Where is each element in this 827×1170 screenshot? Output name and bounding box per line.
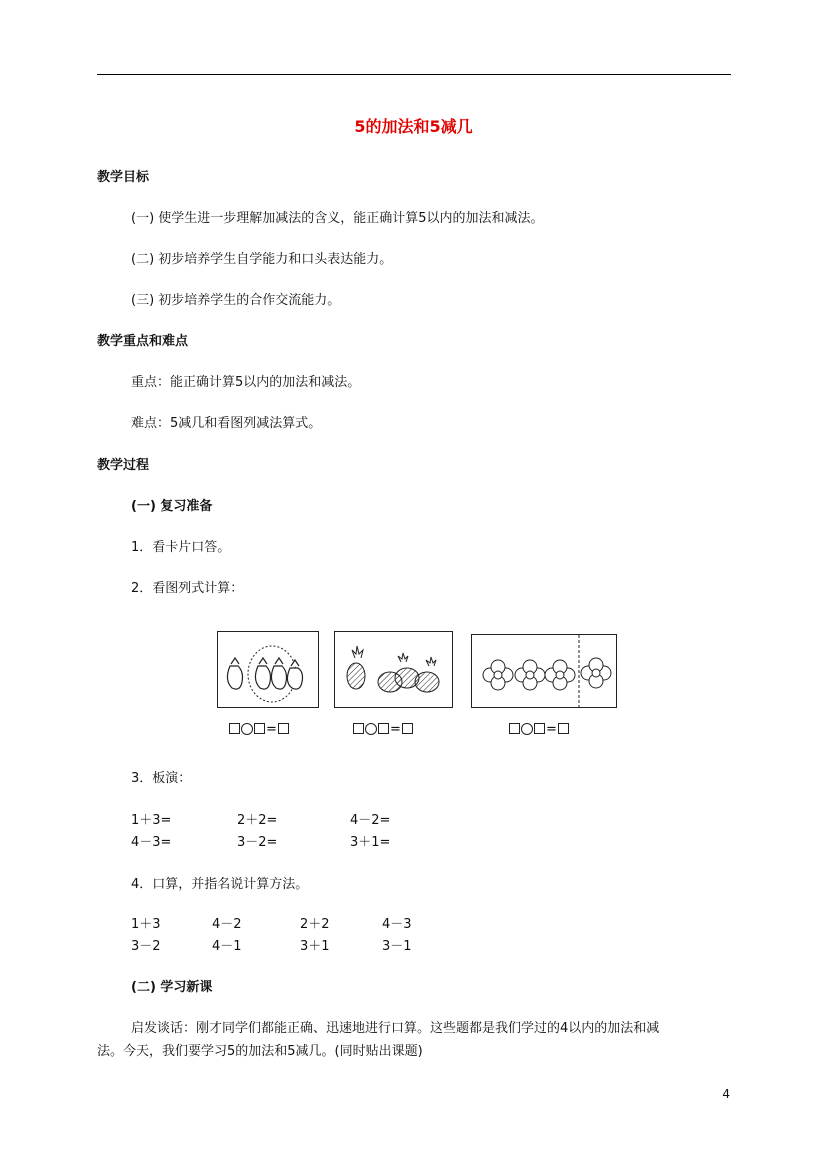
board-r2c2: 3－2= [237,835,278,850]
goal-item-2: (二) 初步培养学生自学能力和口头表达能力。 [131,252,393,267]
board-r2c1: 4－3= [131,835,172,850]
blank-box [509,723,520,734]
heading-teaching-goals: 教学目标 [97,170,150,185]
oral-r2c3: 3＋1 [300,939,330,954]
step-3: 3．板演： [131,771,192,786]
board-r1c3: 4－2= [350,813,391,828]
board-r1c2: 2＋2= [237,813,278,828]
paragraph-line-2: 法。今天，我们要学习5的加法和5减几。(同时贴出课题) [97,1044,423,1059]
difficult-point: 难点：5减几和看图列减法算式。 [131,416,322,431]
oral-r1c4: 4－3 [382,917,412,932]
oral-r1c2: 4－2 [212,917,242,932]
oral-r2c1: 3－2 [131,939,161,954]
equation-blank-3 [509,722,569,737]
goal-item-3: (三) 初步培养学生的合作交流能力。 [131,293,341,308]
equation-blank-1 [229,722,289,737]
blank-box [254,723,265,734]
pineapple-illustration [335,632,452,707]
step-1: 1．看卡片口答。 [131,540,231,555]
step-4: 4．口算，并指名说计算方法。 [131,877,309,892]
blank-circle [365,723,377,735]
blank-box [378,723,389,734]
key-point: 重点：能正确计算5以内的加法和减法。 [131,375,361,390]
blank-box [278,723,289,734]
blank-circle [521,723,533,735]
blank-box [558,723,569,734]
page-title: 5的加法和5减几 [354,117,473,136]
board-r1c1: 1＋3= [131,813,172,828]
blank-circle [241,723,253,735]
blank-box [534,723,545,734]
page-number: 4 [722,1087,730,1101]
equals-sign: = [266,722,277,737]
goal-item-1: (一) 使学生进一步理解加减法的含义，能正确计算5以内的加法和减法。 [131,211,544,226]
picture-eggplants [217,631,319,708]
paragraph-line-1: 启发谈话：刚才同学们都能正确、迅速地进行口算。这些题都是我们学过的4以内的加法和减 [131,1021,660,1036]
oral-r1c3: 2＋2 [300,917,330,932]
step-2: 2．看图列式计算： [131,581,244,596]
oral-r2c4: 3－1 [382,939,412,954]
heading-teaching-process: 教学过程 [97,458,150,473]
header-rule [97,74,731,75]
equals-sign: = [390,722,401,737]
blank-box [353,723,364,734]
picture-flowers [471,634,617,708]
subheading-new-lesson: (二) 学习新课 [131,980,213,995]
eggplant-illustration [218,632,318,707]
oral-r1c1: 1＋3 [131,917,161,932]
oral-r2c2: 4－1 [212,939,242,954]
board-r2c3: 3＋1= [350,835,391,850]
subheading-review: (一) 复习准备 [131,499,213,514]
equation-blank-2 [353,722,413,737]
flower-illustration [472,635,616,707]
equals-sign: = [546,722,557,737]
blank-box [402,723,413,734]
heading-key-difficult: 教学重点和难点 [97,334,189,349]
picture-pineapples [334,631,453,708]
blank-box [229,723,240,734]
